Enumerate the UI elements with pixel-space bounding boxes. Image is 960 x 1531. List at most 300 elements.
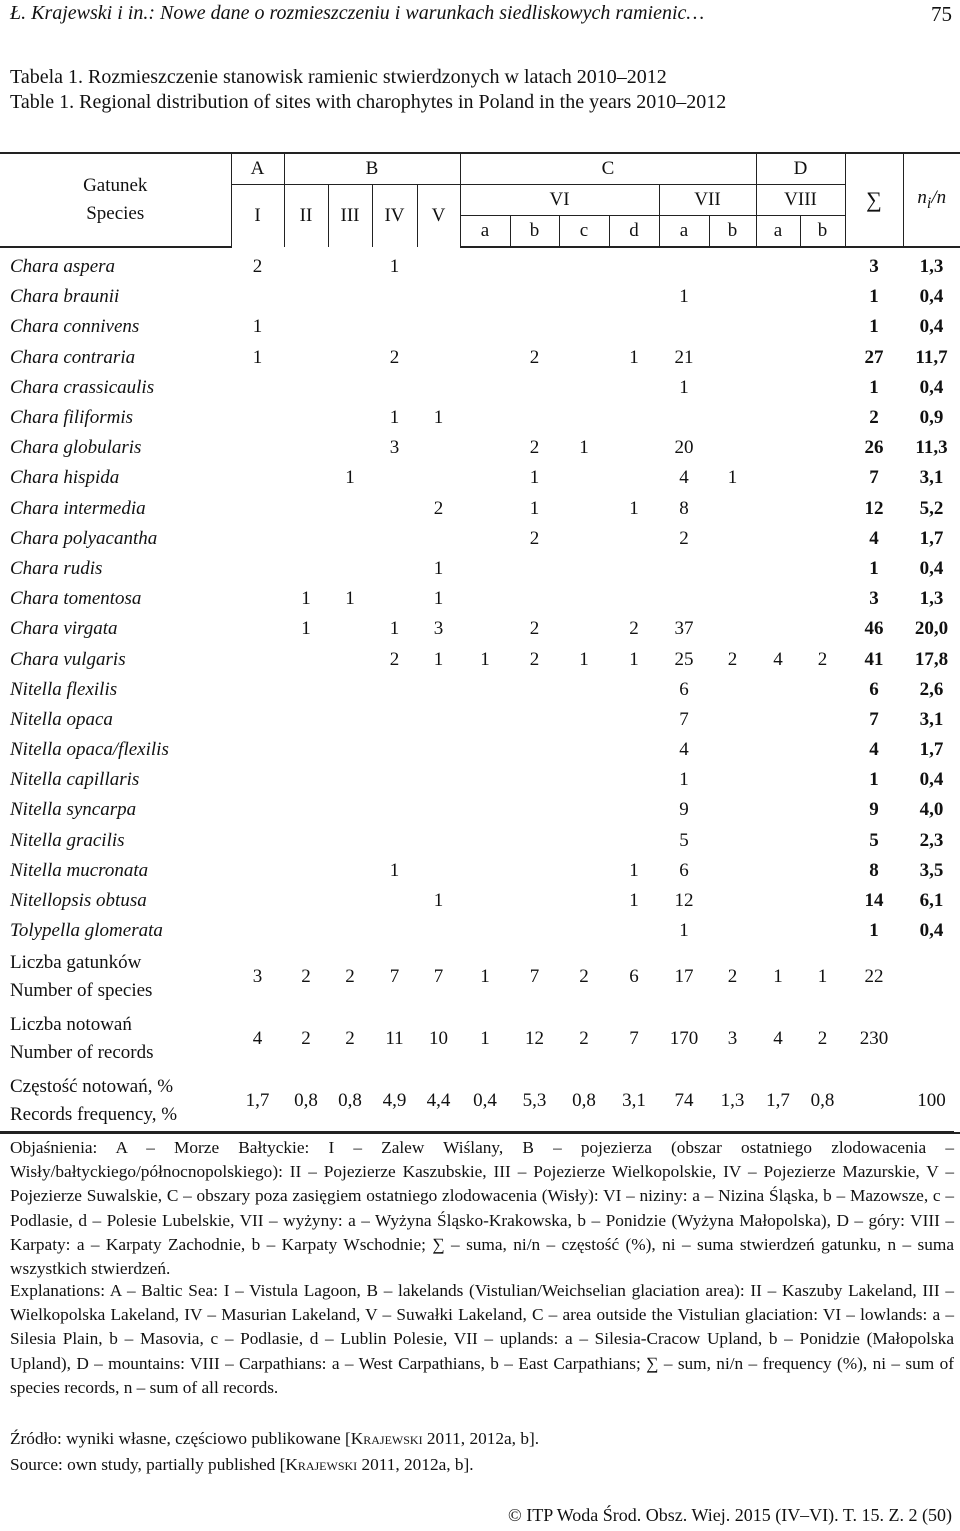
- region-iii-header: III: [328, 185, 372, 248]
- count-cell: [559, 403, 609, 433]
- count-cell: [756, 343, 800, 373]
- sub-header: d: [609, 216, 659, 248]
- count-cell: 5: [679, 829, 689, 851]
- count-cell: [756, 886, 800, 916]
- sub-header: c: [559, 216, 609, 248]
- count-cell: [559, 675, 609, 705]
- frequency-cell: 1,7: [919, 527, 944, 549]
- count-cell: [284, 343, 328, 373]
- count-cell: 1: [629, 497, 639, 519]
- count-cell: [231, 705, 284, 735]
- count-cell: [559, 765, 609, 795]
- count-cell: [284, 554, 328, 584]
- count-cell: [417, 343, 460, 373]
- count-cell: [559, 494, 609, 524]
- count-cell: [510, 584, 559, 614]
- summary-cell: 0,8: [284, 1070, 328, 1133]
- species-name: Nitella flexilis: [10, 678, 118, 700]
- species-name: Chara vulgaris: [10, 648, 126, 670]
- count-cell: [609, 705, 659, 735]
- summary-cell: 170: [669, 1028, 699, 1050]
- count-cell: [372, 886, 417, 916]
- count-cell: [231, 433, 284, 463]
- count-cell: 1: [433, 890, 444, 912]
- table-row: [0, 524, 960, 554]
- count-cell: [756, 433, 800, 463]
- frequency-cell: 2,6: [919, 678, 944, 700]
- summary-label: [0, 946, 231, 1008]
- count-cell: [231, 554, 284, 584]
- count-cell: [609, 524, 659, 554]
- count-cell: [756, 795, 800, 825]
- count-cell: [460, 554, 510, 584]
- count-cell: [659, 247, 709, 282]
- region-vii-header: VII: [659, 185, 756, 216]
- count-cell: [372, 312, 417, 342]
- count-cell: [559, 735, 609, 765]
- summary-cell: 12: [525, 1028, 544, 1050]
- sum-header: ∑: [845, 153, 903, 247]
- explanations-pl: Objaśnienia: A – Morze Bałtyckie: I – Zalew Wiślany, B – pojezierza (obszar ostatniego zlodowacenia – Wisły/bałtyckiego/północnopolskiego): II – Pojezierze Kaszubskie, III – Pojezierze Wielkopolskie, IV – Pojezierze Mazurskie, V – Pojezierze Suwalskie, C – obszary poza zasięgiem ostatniego zlodowacenia (Wisły): VI – niziny: a – Nizina Śląska, b – Mazowsze, c – Podlasie, d – Polesie Lubelskie, VII – wyżyny: a – Wyżyna Śląsko-Krakowska, b – Ponidzie (Wyżyna Małopolska), D – góry: VIII – Karpaty: a – Karpaty Zachodnie, b – Karpaty Wschodnie; ∑ – suma, ni/n – częstość (%), ni – suma stwierdzeń gatunku, n – suma wszystkich stwierdzeń.: [0, 1131, 954, 1281]
- group-c-header: C: [460, 153, 756, 185]
- count-cell: 2: [433, 497, 444, 519]
- count-cell: [284, 282, 328, 312]
- summary-cell: 2: [817, 1028, 828, 1050]
- count-cell: [460, 247, 510, 282]
- count-cell: [709, 343, 756, 373]
- count-cell: [417, 373, 460, 403]
- count-cell: [460, 705, 510, 735]
- count-cell: 4: [679, 739, 689, 761]
- count-cell: [460, 343, 510, 373]
- species-header-pl: Gatunek: [83, 175, 148, 196]
- count-cell: [609, 463, 659, 493]
- count-cell: 2: [679, 527, 689, 549]
- sub-header: a: [659, 216, 709, 248]
- count-cell: 3: [433, 618, 444, 640]
- table-row: [0, 247, 960, 282]
- count-cell: [756, 856, 800, 886]
- summary-cell: 1: [817, 966, 828, 988]
- count-cell: 1: [389, 407, 400, 429]
- summary-cell: 74: [659, 1070, 709, 1133]
- count-cell: [800, 554, 845, 584]
- count-cell: 3: [389, 437, 400, 459]
- count-cell: [800, 826, 845, 856]
- count-cell: 12: [674, 890, 694, 912]
- count-cell: [328, 494, 372, 524]
- count-cell: [510, 826, 559, 856]
- summary-cell: 2: [345, 1028, 355, 1050]
- sub-header: a: [460, 216, 510, 248]
- count-cell: [559, 826, 609, 856]
- count-cell: [460, 282, 510, 312]
- sum-cell: 26: [864, 437, 884, 459]
- count-cell: [231, 916, 284, 946]
- count-cell: [756, 916, 800, 946]
- count-cell: [559, 856, 609, 886]
- count-cell: [460, 614, 510, 644]
- table-row: [0, 675, 960, 705]
- sum-cell: 1: [869, 316, 879, 338]
- count-cell: [609, 795, 659, 825]
- summary-cell: 10: [429, 1028, 448, 1050]
- count-cell: [417, 916, 460, 946]
- count-cell: [709, 856, 756, 886]
- count-cell: [328, 373, 372, 403]
- frequency-cell: 0,4: [919, 769, 944, 791]
- frequency-cell: 11,7: [915, 346, 948, 368]
- frequency-cell: 2,3: [919, 829, 944, 851]
- summary-frequency-cell: [903, 946, 960, 1008]
- species-name: Nitellopsis obtusa: [10, 890, 147, 912]
- count-cell: [417, 463, 460, 493]
- summary-sum-cell: [845, 1070, 903, 1133]
- count-cell: [284, 856, 328, 886]
- count-cell: [417, 433, 460, 463]
- table-row: [0, 312, 960, 342]
- summary-label-en: Number of species: [10, 980, 153, 1002]
- count-cell: [756, 282, 800, 312]
- count-cell: [559, 247, 609, 282]
- count-cell: [284, 247, 328, 282]
- count-cell: [510, 735, 559, 765]
- count-cell: [559, 312, 609, 342]
- summary-cell: 7: [629, 1028, 639, 1050]
- sum-cell: 9: [869, 799, 879, 821]
- count-cell: [709, 373, 756, 403]
- count-cell: [460, 403, 510, 433]
- summary-frequency-cell: 100: [903, 1070, 960, 1133]
- summary-row: [0, 946, 960, 1008]
- count-cell: [659, 312, 709, 342]
- count-cell: 1: [679, 376, 689, 398]
- count-cell: [559, 524, 609, 554]
- count-cell: 2: [389, 648, 400, 670]
- count-cell: [659, 554, 709, 584]
- count-cell: 4: [679, 467, 689, 489]
- summary-cell: 2: [727, 966, 738, 988]
- count-cell: [460, 312, 510, 342]
- count-cell: 1: [389, 859, 400, 881]
- table-row: [0, 735, 960, 765]
- summary-cell: 2: [579, 1028, 589, 1050]
- count-cell: 1: [579, 648, 589, 670]
- count-cell: [756, 403, 800, 433]
- summary-cell: 1: [773, 966, 783, 988]
- summary-sum-cell: 230: [859, 1028, 889, 1050]
- count-cell: [460, 675, 510, 705]
- table-row: [0, 795, 960, 825]
- count-cell: [460, 463, 510, 493]
- count-cell: [372, 705, 417, 735]
- table-row: [0, 705, 960, 735]
- count-cell: [756, 494, 800, 524]
- count-cell: [609, 282, 659, 312]
- count-cell: [609, 675, 659, 705]
- species-name: Tolypella glomerata: [10, 920, 163, 942]
- count-cell: [800, 735, 845, 765]
- summary-label-pl: Częstość notowań, %: [10, 1076, 174, 1098]
- count-cell: [372, 826, 417, 856]
- sub-header: b: [510, 216, 559, 248]
- count-cell: [460, 765, 510, 795]
- count-cell: [328, 675, 372, 705]
- count-cell: [284, 312, 328, 342]
- count-cell: [800, 584, 845, 614]
- count-cell: [328, 524, 372, 554]
- count-cell: [372, 554, 417, 584]
- species-name: Nitella opaca/flexilis: [10, 739, 169, 761]
- frequency-cell: 20,0: [914, 618, 949, 640]
- sum-cell: 46: [864, 618, 884, 640]
- species-header: [0, 153, 231, 247]
- count-cell: [417, 524, 460, 554]
- summary-cell: 2: [345, 966, 355, 988]
- count-cell: [460, 584, 510, 614]
- count-cell: 2: [252, 255, 263, 277]
- sum-cell: 1: [869, 376, 879, 398]
- sub-header: a: [756, 216, 800, 248]
- count-cell: [709, 494, 756, 524]
- source-pl: Źródło: wyniki własne, częściowo publikowane [Krajewski 2011, 2012a, b].: [10, 1429, 540, 1448]
- count-cell: [231, 463, 284, 493]
- count-cell: [231, 886, 284, 916]
- count-cell: 1: [529, 497, 540, 519]
- region-ii-header: II: [284, 185, 328, 248]
- count-cell: [284, 886, 328, 916]
- count-cell: [417, 826, 460, 856]
- count-cell: [460, 373, 510, 403]
- summary-label: [0, 1008, 231, 1070]
- count-cell: [756, 463, 800, 493]
- count-cell: [609, 916, 659, 946]
- count-cell: [756, 554, 800, 584]
- count-cell: [231, 403, 284, 433]
- count-cell: 1: [727, 467, 738, 489]
- count-cell: [800, 675, 845, 705]
- summary-cell: 4,4: [417, 1070, 460, 1133]
- summary-cell: 2: [301, 1028, 311, 1050]
- count-cell: [417, 312, 460, 342]
- sum-cell: 3: [869, 588, 879, 610]
- count-cell: 8: [679, 497, 689, 519]
- sub-header: b: [709, 216, 756, 248]
- sum-cell: 6: [869, 678, 879, 700]
- frequency-cell: 5,2: [919, 497, 944, 519]
- species-name: Chara filiformis: [10, 407, 133, 429]
- count-cell: [609, 247, 659, 282]
- count-cell: [559, 614, 609, 644]
- count-cell: [284, 403, 328, 433]
- count-cell: [328, 916, 372, 946]
- count-cell: [559, 886, 609, 916]
- group-b-header: B: [284, 153, 460, 185]
- summary-cell: 7: [389, 966, 400, 988]
- count-cell: [328, 765, 372, 795]
- count-cell: [559, 463, 609, 493]
- species-name: Nitella mucronata: [10, 859, 149, 881]
- species-name: Chara aspera: [10, 256, 116, 278]
- count-cell: [800, 433, 845, 463]
- count-cell: [328, 433, 372, 463]
- count-cell: 2: [529, 437, 540, 459]
- count-cell: [709, 705, 756, 735]
- summary-cell: 7: [529, 966, 540, 988]
- region-vi-header: VI: [460, 185, 659, 216]
- count-cell: [709, 765, 756, 795]
- frequency-cell: 0,4: [919, 557, 944, 579]
- count-cell: 4: [773, 648, 783, 670]
- count-cell: [231, 282, 284, 312]
- count-cell: [609, 584, 659, 614]
- summary-sum-cell: 22: [864, 966, 884, 988]
- region-viii-header: VIII: [756, 185, 845, 216]
- sum-cell: 1: [869, 920, 879, 942]
- count-cell: [510, 916, 559, 946]
- frequency-cell: 3,5: [919, 859, 944, 881]
- count-cell: 1: [629, 890, 639, 912]
- frequency-cell: 0,9: [919, 407, 944, 429]
- count-cell: [284, 463, 328, 493]
- count-cell: 1: [389, 255, 400, 277]
- count-cell: 1: [345, 467, 355, 489]
- summary-row: [0, 1070, 960, 1133]
- count-cell: 1: [433, 557, 444, 579]
- summary-cell: 1,3: [709, 1070, 756, 1133]
- count-cell: [800, 856, 845, 886]
- count-cell: [460, 524, 510, 554]
- summary-label: [0, 1070, 231, 1133]
- region-v-header: V: [417, 185, 460, 248]
- count-cell: [372, 373, 417, 403]
- count-cell: 9: [679, 799, 689, 821]
- count-cell: [510, 765, 559, 795]
- table-header: [0, 153, 960, 247]
- table-row: [0, 282, 960, 312]
- count-cell: [460, 735, 510, 765]
- count-cell: 1: [389, 618, 400, 640]
- count-cell: [609, 554, 659, 584]
- count-cell: 1: [433, 648, 444, 670]
- count-cell: 2: [529, 346, 540, 368]
- table-row: [0, 433, 960, 463]
- summary-cell: 0,8: [559, 1070, 609, 1133]
- table-row: [0, 554, 960, 584]
- count-cell: [510, 886, 559, 916]
- count-cell: 2: [817, 648, 828, 670]
- count-cell: [231, 765, 284, 795]
- count-cell: [328, 886, 372, 916]
- summary-cell: 1: [480, 966, 490, 988]
- count-cell: [372, 916, 417, 946]
- count-cell: 2: [727, 648, 738, 670]
- count-cell: [328, 856, 372, 886]
- count-cell: [609, 765, 659, 795]
- count-cell: [709, 433, 756, 463]
- sum-cell: 1: [869, 286, 879, 308]
- count-cell: [709, 614, 756, 644]
- count-cell: [417, 705, 460, 735]
- summary-cell: 1,7: [756, 1070, 800, 1133]
- running-head: [10, 2, 952, 27]
- count-cell: 1: [480, 648, 490, 670]
- frequency-header: $n_i/n$: [903, 153, 960, 247]
- count-cell: 1: [529, 467, 540, 489]
- count-cell: [709, 735, 756, 765]
- count-cell: [328, 795, 372, 825]
- count-cell: 1: [679, 920, 689, 942]
- count-cell: [417, 795, 460, 825]
- species-name: Nitella capillaris: [10, 769, 140, 791]
- frequency-cell: 4,0: [919, 799, 944, 821]
- summary-cell: 0,4: [460, 1070, 510, 1133]
- summary-cell: 5,3: [510, 1070, 559, 1133]
- species-header-en: Species: [86, 203, 145, 224]
- table-row: [0, 494, 960, 524]
- count-cell: [460, 886, 510, 916]
- table-caption-en: Table 1. Regional distribution of sites with charophytes in Poland in the years 2010–2012: [10, 91, 727, 113]
- frequency-cell: 3,1: [919, 708, 944, 730]
- species-name: Chara tomentosa: [10, 588, 142, 610]
- count-cell: [231, 524, 284, 554]
- count-cell: [372, 494, 417, 524]
- distribution-table: [0, 152, 960, 1134]
- table-row: [0, 463, 960, 493]
- count-cell: 1: [301, 588, 311, 610]
- count-cell: [559, 584, 609, 614]
- count-cell: [417, 856, 460, 886]
- count-cell: [460, 826, 510, 856]
- group-a-header: A: [231, 153, 284, 185]
- count-cell: [756, 765, 800, 795]
- count-cell: [460, 433, 510, 463]
- count-cell: [231, 373, 284, 403]
- count-cell: [756, 373, 800, 403]
- count-cell: [328, 614, 372, 644]
- page-number: 75: [931, 2, 952, 26]
- count-cell: [284, 795, 328, 825]
- species-name: Chara contraria: [10, 346, 136, 368]
- count-cell: [709, 554, 756, 584]
- count-cell: [709, 916, 756, 946]
- count-cell: [709, 403, 756, 433]
- count-cell: 37: [674, 618, 694, 640]
- species-name: Chara polyacantha: [10, 527, 158, 549]
- count-cell: [284, 494, 328, 524]
- count-cell: [756, 826, 800, 856]
- count-cell: [559, 916, 609, 946]
- frequency-cell: 17,8: [914, 648, 949, 670]
- count-cell: [460, 916, 510, 946]
- count-cell: 1: [433, 407, 444, 429]
- running-head-title: Ł. Krajewski i in.: Nowe dane o rozmieszczeniu i warunkach siedliskowych ramienic…: [10, 2, 705, 24]
- count-cell: [756, 584, 800, 614]
- count-cell: 1: [679, 286, 689, 308]
- count-cell: [284, 826, 328, 856]
- frequency-cell: 0,4: [919, 920, 944, 942]
- table-row: [0, 584, 960, 614]
- count-cell: 21: [674, 346, 694, 368]
- count-cell: [800, 765, 845, 795]
- frequency-cell: 0,4: [919, 286, 944, 308]
- count-cell: [609, 373, 659, 403]
- table-row: [0, 644, 960, 674]
- count-cell: [231, 584, 284, 614]
- count-cell: [510, 675, 559, 705]
- count-cell: [510, 554, 559, 584]
- count-cell: [372, 735, 417, 765]
